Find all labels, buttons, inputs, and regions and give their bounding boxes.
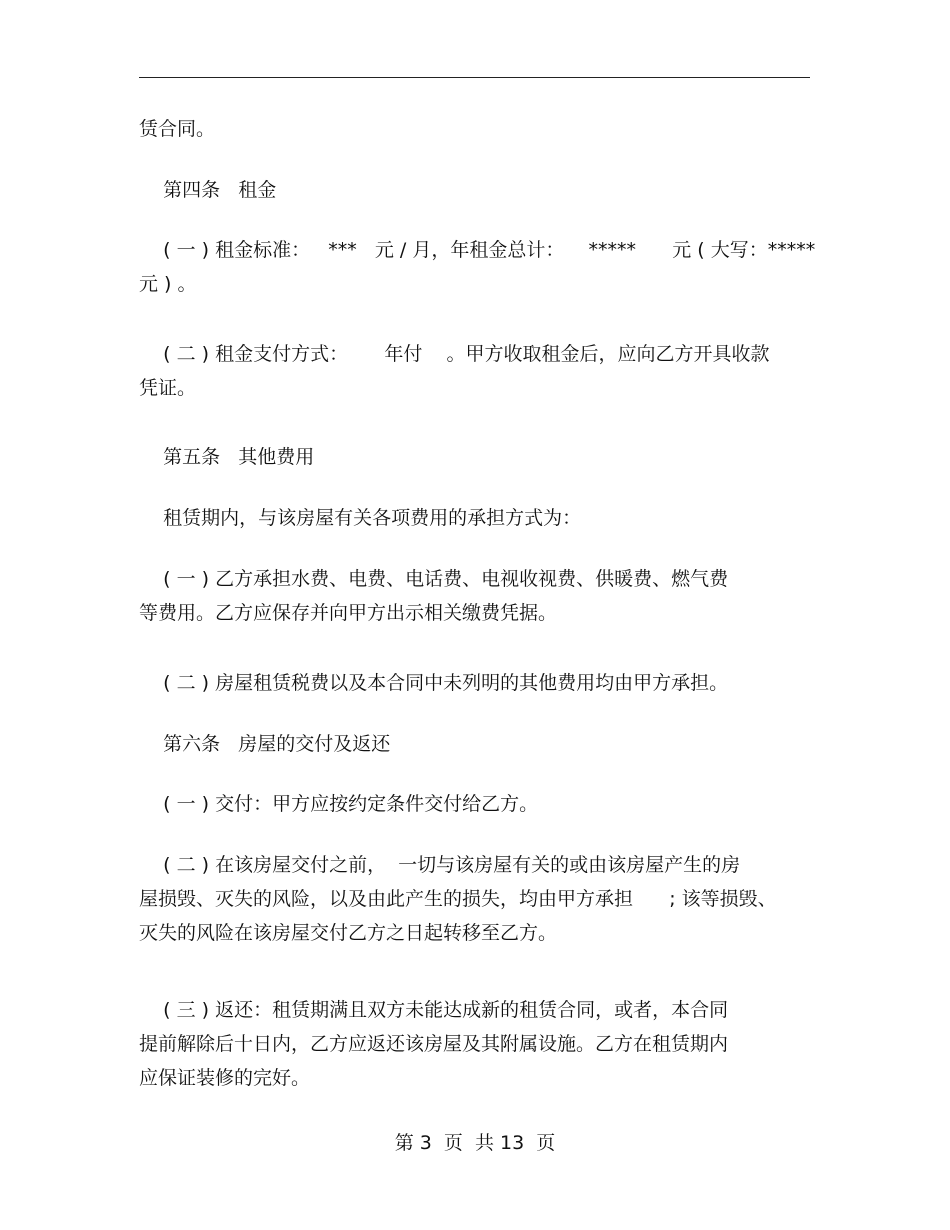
text-line: 赁合同。 bbox=[139, 118, 216, 140]
article-5-heading bbox=[139, 440, 810, 474]
article-6-heading bbox=[139, 727, 810, 761]
text-line: 应保证装修的完好。 bbox=[139, 1067, 311, 1089]
text-line: ( 二 ) 房屋租赁税费以及本合同中未列明的其他费用均由甲方承担。 bbox=[139, 672, 729, 694]
paragraph-payment-method bbox=[139, 337, 810, 405]
header-rule bbox=[139, 77, 810, 78]
text-line: 屋损毁、灭失的风险，以及由此产生的损失，均由甲方承担 ; 该等损毁、 bbox=[139, 888, 777, 910]
text-line: ( 三 ) 返还：租赁期满且双方未能达成新的租赁合同，或者，本合同 bbox=[139, 999, 729, 1021]
text-line: 等费用。乙方应保存并向甲方出示相关缴费凭据。 bbox=[139, 602, 558, 624]
paragraph-risk bbox=[139, 848, 810, 950]
text-line: 第四条 租金 bbox=[139, 179, 277, 201]
paragraph-return bbox=[139, 993, 810, 1095]
page-number-footer: 第 3 页 共 13 页 bbox=[394, 1132, 556, 1154]
text-line: 第六条 房屋的交付及返还 bbox=[139, 733, 391, 755]
text-line: 灭失的风险在该房屋交付乙方之日起转移至乙方。 bbox=[139, 922, 558, 944]
text-line: 元 ) 。 bbox=[139, 273, 197, 295]
paragraph-rent-standard bbox=[139, 233, 816, 301]
text-line: 租赁期内，与该房屋有关各项费用的承担方式为： bbox=[139, 507, 582, 529]
text-line: ( 二 ) 在该房屋交付之前， 一切与该房屋有关的或由该房屋产生的房 bbox=[139, 854, 741, 876]
paragraph-fee-intro bbox=[139, 501, 810, 535]
text-line: ( 一 ) 交付：甲方应按约定条件交付给乙方。 bbox=[139, 793, 539, 815]
article-4-heading bbox=[139, 173, 810, 207]
text-line: 第五条 其他费用 bbox=[139, 446, 315, 468]
text-line: 提前解除后十日内，乙方应返还该房屋及其附属设施。乙方在租赁期内 bbox=[139, 1033, 729, 1055]
paragraph-delivery bbox=[139, 787, 810, 821]
text-line: 凭证。 bbox=[139, 377, 197, 399]
text-line: ( 一 ) 租金标准： *** 元 / 月，年租金总计： ***** 元 ( 大写：***** bbox=[139, 239, 816, 261]
paragraph-1 bbox=[139, 112, 810, 146]
paragraph-tenant-fees bbox=[139, 562, 810, 630]
text-line: ( 一 ) 乙方承担水费、电费、电话费、电视收视费、供暖费、燃气费 bbox=[139, 568, 729, 590]
text-line: ( 二 ) 租金支付方式： 年付 。甲方收取租金后，应向乙方开具收款 bbox=[139, 343, 770, 365]
paragraph-landlord-fees bbox=[139, 666, 810, 700]
